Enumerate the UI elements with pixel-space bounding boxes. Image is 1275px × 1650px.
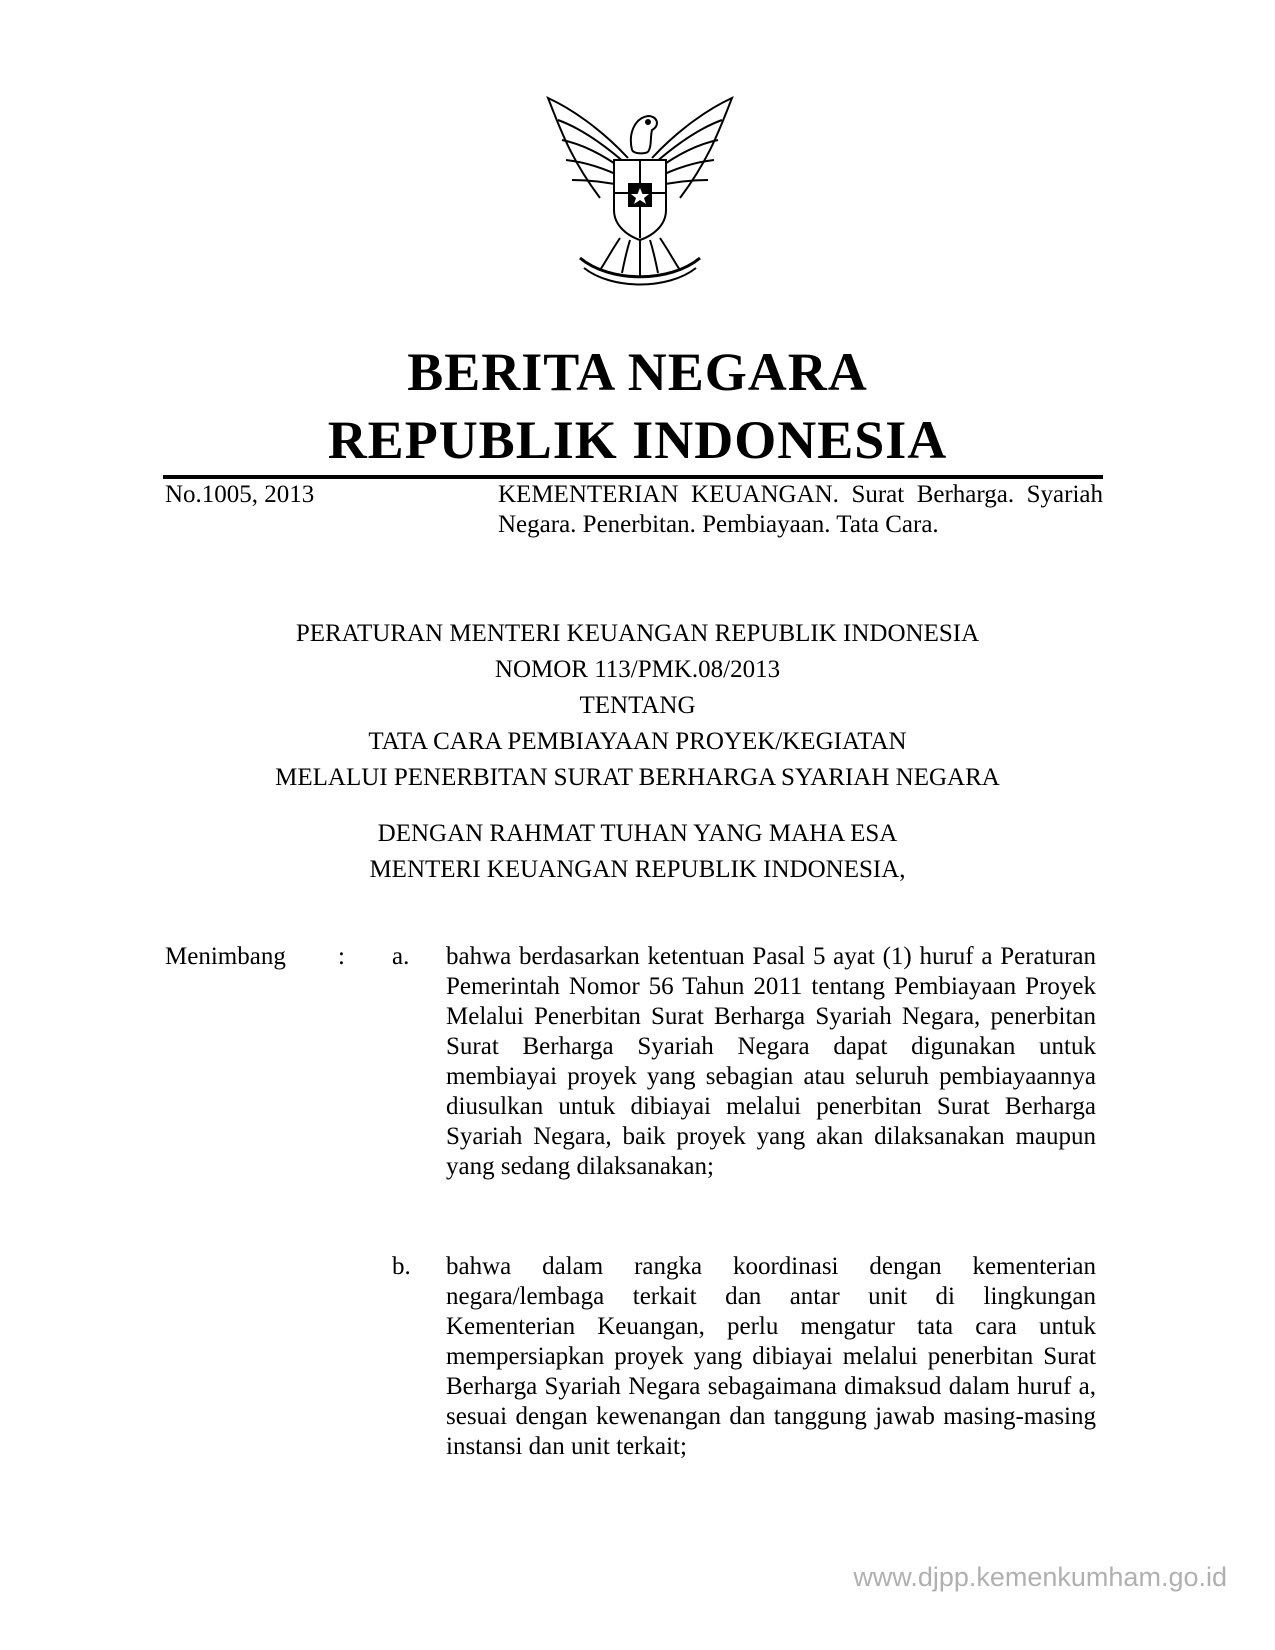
footer-url: www.djpp.kemenkumham.go.id (853, 1562, 1227, 1592)
opening-formula (0, 816, 1275, 888)
garuda-emblem (540, 88, 740, 293)
regulation-topic-line2: MELALUI PENERBITAN SURAT BERHARGA SYARIAH NEGARA (275, 764, 1000, 791)
considering-label: Menimbang (165, 943, 286, 970)
gazette-subject: KEMENTERIAN KEUANGAN. Surat Berharga. Syariah Negara. Penerbitan. Pembiayaan. Tata Cara. (498, 481, 1103, 538)
title-divider (163, 475, 1103, 479)
regulation-about: TENTANG (579, 692, 696, 719)
regulation-title: PERATURAN MENTERI KEUANGAN REPUBLIK INDONESIA (295, 620, 980, 647)
gazette-title-line2: REPUBLIK INDONESIA (327, 410, 948, 470)
considering-item-letter-b: b. (392, 1253, 411, 1280)
considering-item-text-b: bahwa dalam rangka koordinasi dengan kementerian negara/lembaga terkait dan antar unit di lingkungan Kementerian Keuangan, perlu mengatur tata cara untuk mempersiapkan proyek yang dibiayai melalui penerbitan Surat Berharga Syariah Negara sebagaimana dimaksud dalam huruf a, sesuai dengan kewenangan dan tanggung jawab masing-masing instansi dan unit terkait; (446, 1253, 1096, 1460)
considering-item-text-a: bahwa berdasarkan ketentuan Pasal 5 ayat (1) huruf a Peraturan Pemerintah Nomor 56 Tahun 2011 tentang Pembiayaan Proyek Melalui Penerbitan Surat Berharga Syariah Negara, penerbitan Surat Berharga Syariah Negara dapat digunakan untuk membiayai proyek yang sebagian atau seluruh pembiayaannya diusulkan untuk dibiayai melalui penerbitan Surat Berharga Syariah Negara, baik proyek yang akan dilaksanakan maupun yang sedang dilaksanakan; (446, 943, 1096, 1180)
gazette-number: No.1005, 2013 (165, 481, 315, 508)
gazette-title-line1: BERITA NEGARA (407, 342, 868, 402)
regulation-topic-line1: TATA CARA PEMBIAYAAN PROYEK/KEGIATAN (368, 728, 907, 755)
regulation-number: NOMOR 113/PMK.08/2013 (494, 656, 781, 683)
opening-line1: DENGAN RAHMAT TUHAN YANG MAHA ESA (377, 820, 898, 847)
considering-colon: : (338, 943, 345, 970)
considering-item-letter-a: a. (392, 943, 410, 970)
opening-line2: MENTERI KEUANGAN REPUBLIK INDONESIA, (369, 856, 906, 883)
regulation-heading (0, 616, 1275, 796)
